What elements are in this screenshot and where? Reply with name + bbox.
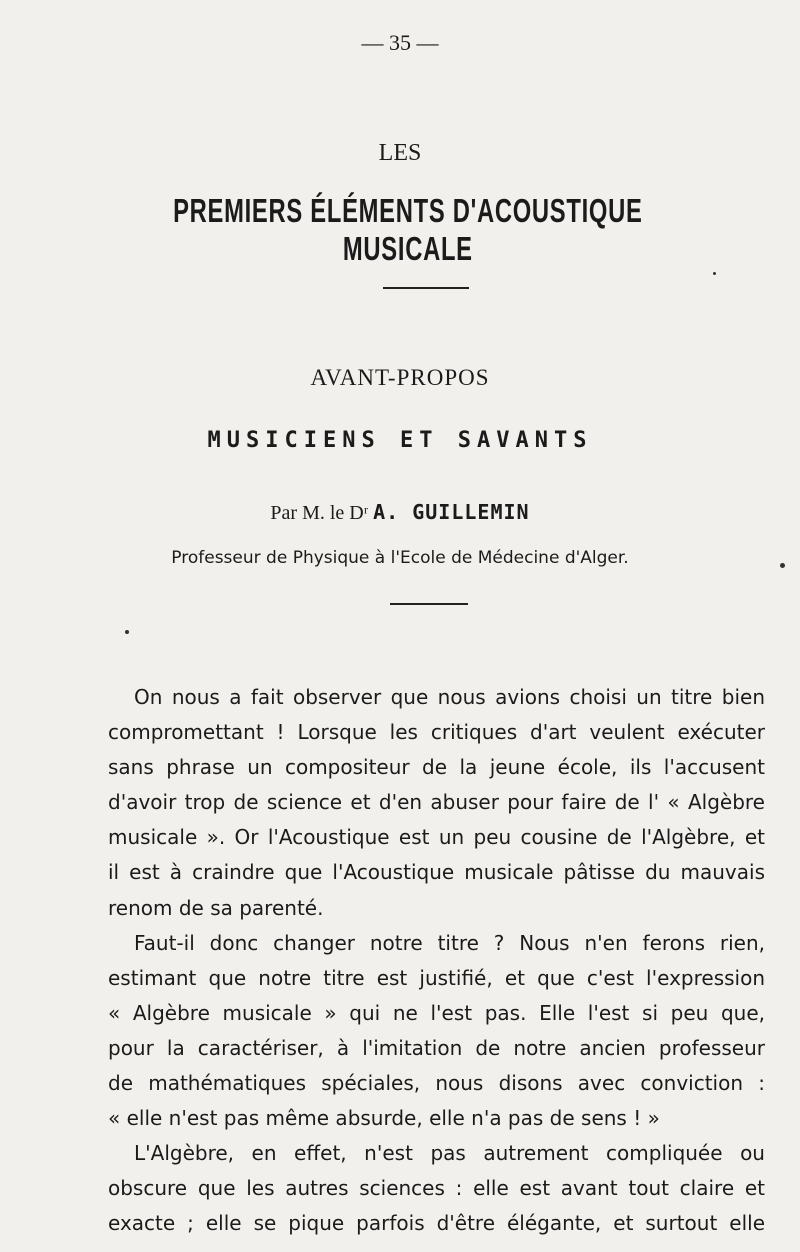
- text-line: il est à craindre que l'Acoustique musicale pâtisse du mauvais: [108, 860, 765, 885]
- text-line: obscure que les autres sciences : elle est avant tout claire et: [108, 1176, 765, 1201]
- author-line: [0, 500, 800, 525]
- text-line: « Algèbre musicale » qui ne l'est pas. Elle l'est si peu que,: [108, 1000, 765, 1025]
- section-heading: AVANT-PROPOS: [310, 365, 490, 390]
- text-line: sans phrase un compositeur de la jeune école, ils l'accusent: [108, 755, 765, 780]
- main-title: PREMIERS ÉLÉMENTS D'ACOUSTIQUE MUSICALE: [173, 192, 643, 267]
- text-line: de mathématiques spéciales, nous disons avec conviction :: [108, 1071, 765, 1096]
- text-line: pour la caractériser, à l'imitation de notre ancien professeur: [108, 1035, 765, 1060]
- text-line: renom de sa parenté.: [108, 895, 324, 920]
- divider-rule-top: [383, 287, 469, 289]
- text-line: « elle n'est pas même absurde, elle n'a pas de sens ! »: [108, 1106, 660, 1131]
- text-line: d'avoir trop de science et d'en abuser pour faire de l' « Algèbre: [108, 790, 765, 815]
- text-line: Faut-il donc changer notre titre ? Nous n'en ferons rien,: [134, 930, 765, 955]
- print-speck: [125, 630, 129, 634]
- page-number: — 35 —: [361, 30, 439, 55]
- body-text: [108, 680, 765, 1242]
- print-speck: [713, 272, 716, 275]
- text-line: L'Algèbre, en effet, n'est pas autrement compliquée ou: [134, 1141, 765, 1166]
- text-line: exacte ; elle se pique parfois d'être élégante, et surtout elle: [108, 1211, 765, 1236]
- print-speck: [780, 563, 785, 568]
- text-line: estimant que notre titre est justifié, et que c'est l'expression: [108, 965, 765, 990]
- author-affiliation: Professeur de Physique à l'Ecole de Médecine d'Alger.: [171, 548, 629, 568]
- title-prefix: LES: [378, 140, 422, 166]
- text-line: On nous a fait observer que nous avions choisi un titre bien: [134, 685, 765, 709]
- author-prefix: Par M. le Dʳ: [270, 502, 374, 524]
- text-line: compromettant ! Lorsque les critiques d'art veulent exécuter: [108, 720, 765, 745]
- divider-rule-bottom: [390, 603, 468, 605]
- subtitle: MUSICIENS ET SAVANTS: [207, 428, 593, 453]
- text-line: musicale ». Or l'Acoustique est un peu cousine de l'Algèbre, et: [108, 825, 765, 850]
- author-name: A. GUILLEMIN: [373, 500, 530, 524]
